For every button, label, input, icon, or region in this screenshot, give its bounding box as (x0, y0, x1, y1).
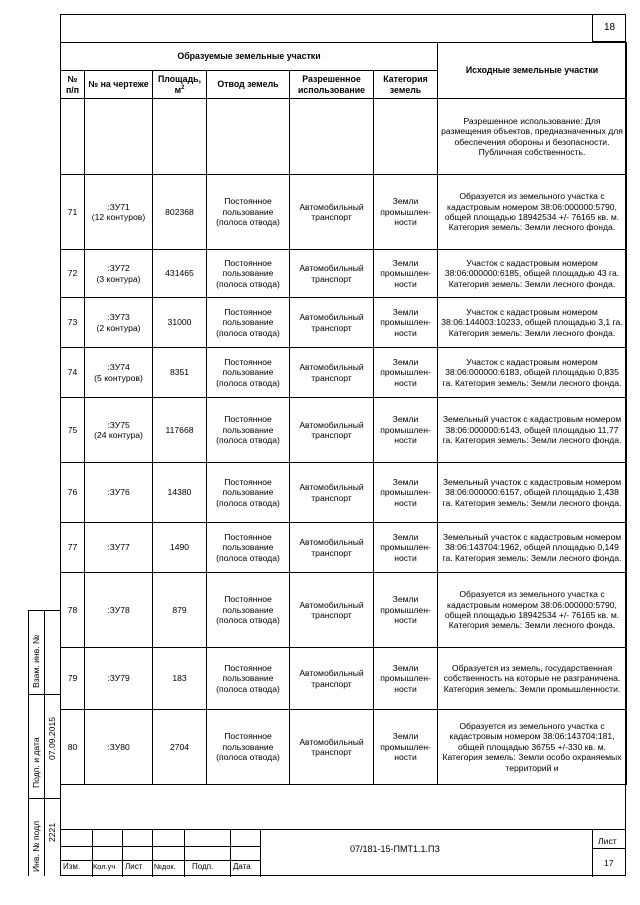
drawing-id-main: :ЗУ74 (107, 362, 130, 373)
allotment: Постоянное пользование (полоса отвода) (207, 250, 290, 298)
row-number: 80 (61, 710, 85, 785)
table-row (61, 523, 627, 573)
drawing-contours: (5 контуров) (94, 372, 143, 383)
permitted-use: Автомобильный транспорт (290, 250, 374, 298)
col-num-header: № п/п (61, 71, 85, 99)
allotment: Постоянное пользование (полоса отвода) (207, 298, 290, 348)
table-row (61, 398, 627, 463)
drawing-id (85, 710, 153, 785)
drawing-id (85, 175, 153, 250)
carry-over-text: Разрешенное использование: Для размещения объектов, предназначенных для обеспечения обороны и безопасности. Публичная собственность. (438, 99, 627, 175)
stamp-vzam-label: Взам. инв. № (31, 634, 41, 688)
drawing-contours: (24 контура) (94, 430, 143, 440)
drawing-id (85, 348, 153, 398)
tb-label-koluch: Кол.уч (93, 862, 116, 871)
group-title: Образуемые земельные участки (61, 43, 438, 71)
permitted-use: Автомобильный транспорт (290, 348, 374, 398)
drawing-id-main: :ЗУ77 (107, 542, 130, 553)
permitted-use: Автомобильный транспорт (290, 648, 374, 710)
drawing-id (85, 573, 153, 648)
source-plot: Земельный участок с кадастровым номером 38:06:143704:1962, общей площадью 0,149 га. Категория земель: Земли лесного фонда. (438, 523, 627, 573)
area: 802368 (153, 175, 207, 250)
area: 183 (153, 648, 207, 710)
tb-label-ndok: №док. (154, 862, 176, 871)
col-drawing-header: № на чертеже (85, 71, 153, 99)
source-plot: Образуется из земельного участка с кадастровым номером 38:06:000000:5790, общей площадью 18942534 +/- 76165 кв. м. Категория земель: Земли лесного фонда. (438, 175, 627, 250)
drawing-id (85, 463, 153, 523)
row-number: 74 (61, 348, 85, 398)
row-number: 73 (61, 298, 85, 348)
tb-label-izm: Изм. (63, 862, 81, 871)
allotment: Постоянное пользование (полоса отвода) (207, 175, 290, 250)
col-allotment-header: Отвод земель (207, 71, 290, 99)
drawing-id-main: :ЗУ79 (107, 673, 130, 684)
land-category: Земли промышлен-ности (374, 710, 438, 785)
col-source-header: Исходные земельные участки (438, 43, 627, 99)
tb-label-list: Лист (125, 862, 143, 871)
allotment: Постоянное пользование (полоса отвода) (207, 523, 290, 573)
allotment: Постоянное пользование (полоса отвода) (207, 398, 290, 463)
area: 117668 (153, 398, 207, 463)
row-number: 72 (61, 250, 85, 298)
col-area-header: Площадь, $м^2$ (153, 71, 207, 99)
drawing-contours: (2 контура) (96, 322, 141, 333)
stamp-inv-number: 2221 (47, 822, 57, 842)
area: 1490 (153, 523, 207, 573)
table-row (61, 348, 627, 398)
col-category-header: Категория земель (374, 71, 438, 99)
land-category: Земли промышлен-ности (374, 298, 438, 348)
tb-label-podp: Подп. (192, 862, 214, 871)
source-plot: Образуется из земельного участка с кадастровым номером 38:06:000000:5790, общей площадью 18942534 +/- 76165 кв. м. Категория земель: Земли лесного фонда. (438, 573, 627, 648)
land-category: Земли промышлен-ности (374, 175, 438, 250)
source-plot: Образуется из земельного участка с кадастровым номером 38:06:143704:181, общей площадью 36755 +/-330 кв. м. Категория земель: Земли особо охраняемых территорий и (438, 710, 627, 785)
stamp-podp-label: Подп. и дата (31, 737, 41, 788)
stamp-date: 07.09.2015 (47, 716, 57, 760)
drawing-id-main: :ЗУ75 (107, 419, 130, 430)
side-stamp (28, 610, 60, 876)
drawing-id-main: :ЗУ76 (107, 487, 130, 498)
sheet-number: 17 (604, 858, 614, 868)
row-number: 76 (61, 463, 85, 523)
drawing-id (85, 250, 153, 298)
area: 431465 (153, 250, 207, 298)
table-row (61, 298, 627, 348)
row-number: 79 (61, 648, 85, 710)
permitted-use: Автомобильный транспорт (290, 573, 374, 648)
title-block (60, 829, 626, 877)
land-category: Земли промышлен-ности (374, 523, 438, 573)
drawing-contours: (3 контура) (96, 273, 141, 284)
sheet-label: Лист (598, 836, 617, 846)
allotment: Постоянное пользование (полоса отвода) (207, 463, 290, 523)
row-number: 78 (61, 573, 85, 648)
source-plot: Земельный участок с кадастровым номером 38:06:000000:6143, общей площадью 11,77 га. Категория земель: Земли лесного фонда. (438, 398, 627, 463)
drawing-id (85, 648, 153, 710)
row-number: 71 (61, 175, 85, 250)
area: 2704 (153, 710, 207, 785)
table-row (61, 463, 627, 523)
drawing-id (85, 398, 153, 463)
drawing-contours: (12 контуров) (91, 212, 146, 222)
table-row (61, 573, 627, 648)
permitted-use: Автомобильный транспорт (290, 463, 374, 523)
permitted-use: Автомобильный транспорт (290, 298, 374, 348)
document-code: 07/181-15-ПМТ1.1.ПЗ (350, 844, 440, 854)
permitted-use: Автомобильный транспорт (290, 398, 374, 463)
land-category: Земли промышлен-ности (374, 250, 438, 298)
row-number: 77 (61, 523, 85, 573)
area: 8351 (153, 348, 207, 398)
drawing-id-main: :ЗУ78 (107, 604, 130, 615)
area: 14380 (153, 463, 207, 523)
stamp-inv-label: Инв. № подл (31, 820, 41, 872)
source-plot: Участок с кадастровым номером 38:06:144003:10233, общей площадью 3,1 га. Категория земель: Земли лесного фонда. (438, 298, 627, 348)
allotment: Постоянное пользование (полоса отвода) (207, 348, 290, 398)
carry-over-row (61, 99, 627, 175)
source-plot: Участок с кадастровым номером 38:06:000000:6185, общей площадью 43 га. Категория земель: Земли лесного фонда. (438, 250, 627, 298)
tb-label-data: Дата (233, 862, 251, 871)
land-category: Земли промышлен-ности (374, 348, 438, 398)
drawing-id-main: :ЗУ71 (107, 201, 130, 212)
land-category: Земли промышлен-ности (374, 463, 438, 523)
area: 879 (153, 573, 207, 648)
drawing-id-main: :ЗУ73 (107, 312, 130, 323)
table-row (61, 648, 627, 710)
land-plots-table (60, 42, 627, 785)
permitted-use: Автомобильный транспорт (290, 175, 374, 250)
allotment: Постоянное пользование (полоса отвода) (207, 648, 290, 710)
top-page-number: 18 (592, 14, 626, 42)
source-plot: Участок с кадастровым номером 38:06:000000:6183, общей площадью 0,835 га. Категория земель: Земли лесного фонда. (438, 348, 627, 398)
table-row (61, 175, 627, 250)
allotment: Постоянное пользование (полоса отвода) (207, 710, 290, 785)
table-row (61, 250, 627, 298)
row-number: 75 (61, 398, 85, 463)
drawing-id-main: :ЗУ80 (107, 741, 130, 752)
col-use-header: Разрешенное использование (290, 71, 374, 99)
land-category: Земли промышлен-ности (374, 648, 438, 710)
source-plot: Земельный участок с кадастровым номером 38:06:000000:6157, общей площадью 1,438 га. Категория земель: Земли лесного фонда. (438, 463, 627, 523)
land-category: Земли промышлен-ности (374, 398, 438, 463)
permitted-use: Автомобильный транспорт (290, 523, 374, 573)
land-category: Земли промышлен-ности (374, 573, 438, 648)
area: 31000 (153, 298, 207, 348)
drawing-id (85, 523, 153, 573)
permitted-use: Автомобильный транспорт (290, 710, 374, 785)
drawing-id (85, 298, 153, 348)
table-row (61, 710, 627, 785)
source-plot: Образуется из земель, государственная собственность на которые не разграничена. Категория земель: Земли промышленности. (438, 648, 627, 710)
allotment: Постоянное пользование (полоса отвода) (207, 573, 290, 648)
drawing-id-main: :ЗУ72 (107, 263, 130, 274)
